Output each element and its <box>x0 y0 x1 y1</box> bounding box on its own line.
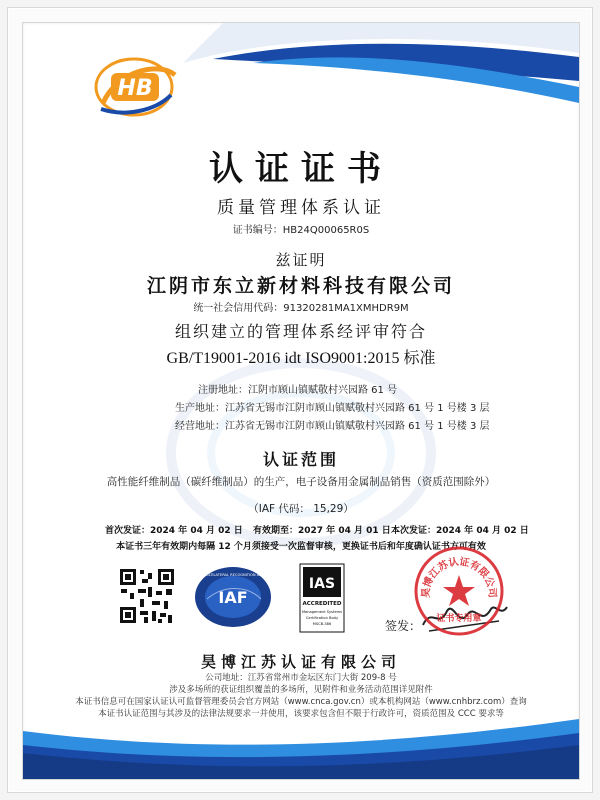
issue-date: 本次发证：2024 年 04 月 02 日 <box>391 526 529 536</box>
production-address: 生产地址：江苏省无锡市江阴市顾山镇赋敬村兴园路 61 号 1 号楼 3 层 <box>175 403 490 414</box>
svg-text:Management Systems: Management Systems <box>301 610 343 614</box>
iaf-badge <box>181 565 285 629</box>
ias-badge <box>299 563 345 633</box>
svg-text:HB: HB <box>117 76 153 101</box>
certificate-number: 证书编号：HB24Q00065R0S <box>232 225 370 236</box>
svg-text:IAS: IAS <box>308 576 336 592</box>
iaf-code: （IAF 代码： 15,29） <box>248 503 354 515</box>
svg-text:IAF: IAF <box>218 588 248 607</box>
qr-code-icon <box>118 567 176 625</box>
scope-title: 认证范围 <box>262 450 339 469</box>
valid-until-date: 有效期至：2027 年 04 月 01 日 <box>253 526 391 536</box>
svg-text:MEMBER of MULTILATERAL RECOGNI: MEMBER of MULTILATERAL RECOGNITION ARRANGEMENT <box>181 573 285 577</box>
fine-print-1: 涉及多场所的获证组织覆盖的多场所，见附件和业务活动范围详见附件 <box>169 685 433 695</box>
svg-text:MSCB-386: MSCB-386 <box>312 622 332 626</box>
red-seal-icon <box>413 545 505 637</box>
signature-label: 签发： <box>385 619 422 633</box>
scope-text: 高性能纤维制品（碳纤维制品）的生产，电子设备用金属制品销售（资质范围除外） <box>106 476 496 488</box>
certificate-title: 认证证书 <box>209 149 393 189</box>
issuer-name: 昊博江苏认证有限公司 <box>200 653 401 671</box>
fine-print-3: 本证书认证范围与其涉及的法律法规要求一并使用，该要求包含但不限于行政许可，资质范围及 CCC 要求等 <box>98 709 504 719</box>
credit-code: 统一社会信用代码：91320281MA1XMHDR9M <box>193 303 409 314</box>
svg-text:证书专用章: 证书专用章 <box>436 614 482 624</box>
certificate-subtitle: 质量管理体系认证 <box>217 198 385 218</box>
certificate-document <box>22 22 580 780</box>
company-name: 江阴市东立新材料科技有限公司 <box>146 275 455 297</box>
registered-address: 注册地址：江阴市顾山镇赋敬村兴园路 61 号 <box>198 385 398 396</box>
fine-print-2: 本证书信息可在国家认证认可监督管理委员会官方网站（www.cnca.gov.cn）或本机构网站（www.cnhbrz.com）查询 <box>75 697 527 707</box>
svg-text:昊博江苏认证有限公司: 昊博江苏认证有限公司 <box>420 556 498 599</box>
bottom-swoosh <box>23 719 579 779</box>
conformity-statement: 组织建立的管理体系经评审符合 <box>174 322 427 341</box>
hb-logo-icon <box>89 51 179 123</box>
svg-text:ACCREDITED: ACCREDITED <box>302 601 342 607</box>
issuer-address: 公司地址：江苏省常州市金坛区东门大街 209-8 号 <box>205 673 397 683</box>
iaf-logo-icon <box>181 565 285 629</box>
validity-notice: 本证书三年有效期内每隔 12 个月须接受一次监督审核，更换证书后和年度确认证书方可有效 <box>116 542 486 552</box>
official-seal <box>413 545 505 637</box>
hereby-statement: 兹证明 <box>275 251 327 269</box>
business-address: 经营地址：江苏省无锡市江阴市顾山镇赋敬村兴园路 61 号 1 号楼 3 层 <box>175 421 490 432</box>
first-issue-date: 首次发证：2024 年 04 月 02 日 <box>105 526 243 536</box>
ias-logo-icon <box>299 563 345 633</box>
company-logo <box>89 51 179 123</box>
standard-line: GB/T19001-2016 idt ISO9001:2015 标准 <box>166 350 436 367</box>
svg-text:Certification Body: Certification Body <box>305 616 339 620</box>
